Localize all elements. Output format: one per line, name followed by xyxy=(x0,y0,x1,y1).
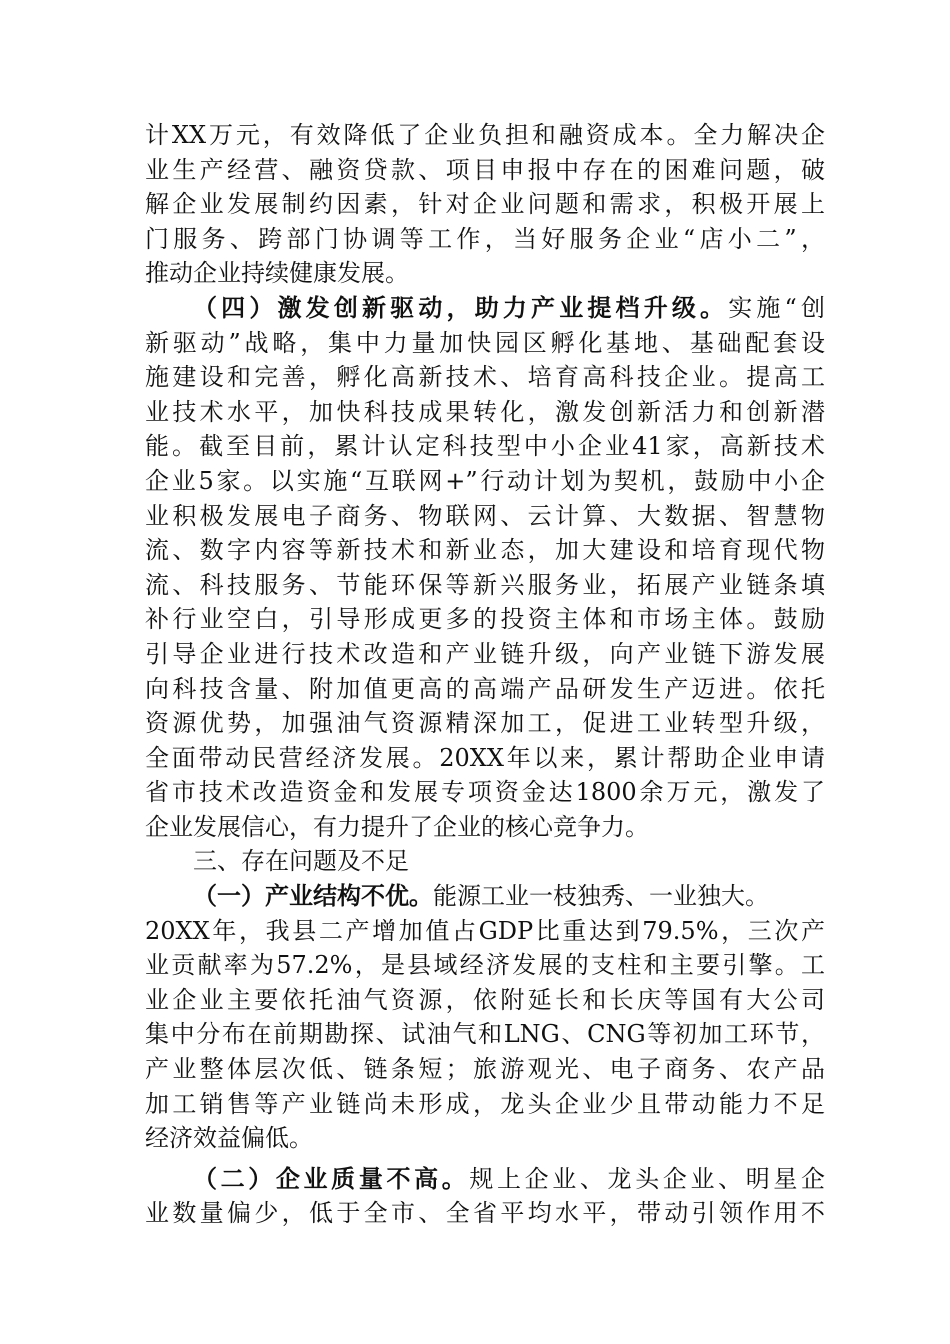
text-line: 引导企业进行技术改造和产业链升级，向产业链下游发展 xyxy=(145,639,825,668)
text-line: 业积极发展电子商务、物联网、云计算、大数据、智慧物 xyxy=(145,501,825,530)
text-line: 资源优势，加强油气资源精深加工，促进工业转型升级， xyxy=(145,709,825,738)
text-line: 产业整体层次低、链条短；旅游观光、电子商务、农产品 xyxy=(145,1055,825,1084)
text-line: 流、科技服务、节能环保等新兴服务业，拓展产业链条填 xyxy=(145,570,825,599)
section-heading: 三、存在问题及不足 xyxy=(193,847,409,876)
text-line: 计XX万元，有效降低了企业负担和融资成本。全力解决企 xyxy=(145,121,825,149)
text-line: 加工销售等产业链尚未形成，龙头企业少且带动能力不足 xyxy=(145,1089,825,1118)
paragraph-lead: （一）产业结构不优。 xyxy=(193,881,433,911)
paragraph-lead-rest: 规上企业、龙头企业、明星企 xyxy=(469,1164,826,1193)
text-line: 20XX年，我县二产增加值占GDP比重达到79.5%，三次产 xyxy=(145,916,825,945)
paragraph-3 xyxy=(145,879,825,1156)
paragraph-first-line xyxy=(145,291,825,326)
text-line: 业技术水平，加快科技成果转化，激发创新活力和创新潜 xyxy=(145,397,825,426)
paragraph-lead-rest: 能源工业一枝独秀、一业独大。 xyxy=(433,882,769,911)
paragraph-4 xyxy=(145,1162,825,1231)
text-line: 企业发展信心，有力提升了企业的核心竞争力。 xyxy=(145,812,649,841)
text-line: 省市技术改造资金和发展专项资金达1800余万元，激发了 xyxy=(145,778,825,807)
text-line: 全面带动民营经济发展。20XX年以来，累计帮助企业申请 xyxy=(145,743,825,772)
paragraph-first-line xyxy=(145,879,825,914)
paragraph-1 xyxy=(145,118,825,291)
text-line: 补行业空白，引导形成更多的投资主体和市场主体。鼓励 xyxy=(145,605,825,634)
paragraph-2 xyxy=(145,291,825,845)
paragraph-first-line xyxy=(145,1162,825,1197)
text-line: 施建设和完善，孵化高新技术、培育高科技企业。提高工 xyxy=(145,363,825,392)
text-line: 企业5家。以实施“互联网+”行动计划为契机，鼓励中小企 xyxy=(145,466,825,495)
text-line: 推动企业持续健康发展。 xyxy=(145,259,409,288)
text-line: 业贡献率为57.2%，是县域经济发展的支柱和主要引擎。工 xyxy=(145,951,825,980)
paragraph-lead: （二）企业质量不高。 xyxy=(193,1163,470,1193)
paragraph-lead: （四）激发创新驱动，助力产业提档升级。 xyxy=(193,292,729,322)
document-body xyxy=(145,118,825,1231)
text-line: 门服务、跨部门协调等工作，当好服务企业“店小二”， xyxy=(145,224,825,253)
text-line: 业企业主要依托油气资源，依附延长和长庆等国有大公司 xyxy=(145,985,825,1014)
text-line: 集中分布在前期勘探、试油气和LNG、CNG等初加工环节， xyxy=(145,1020,825,1049)
text-line: 向科技含量、附加值更高的高端产品研发生产迈进。依托 xyxy=(145,674,825,703)
text-line: 解企业发展制约因素，针对企业问题和需求，积极开展上 xyxy=(145,190,825,219)
paragraph-lead-rest: 实施“创 xyxy=(728,293,825,322)
text-line: 业生产经营、融资贷款、项目申报中存在的困难问题，破 xyxy=(145,155,825,184)
text-line: 能。截至目前，累计认定科技型中小企业41家，高新技术 xyxy=(145,432,825,461)
text-line: 经济效益偏低。 xyxy=(145,1124,313,1153)
text-line: 新驱动”战略，集中力量加快园区孵化基地、基础配套设 xyxy=(145,328,825,357)
text-line: 业数量偏少，低于全市、全省平均水平，带动引领作用不 xyxy=(145,1199,825,1228)
text-line: 流、数字内容等新技术和新业态，加大建设和培育现代物 xyxy=(145,536,825,565)
